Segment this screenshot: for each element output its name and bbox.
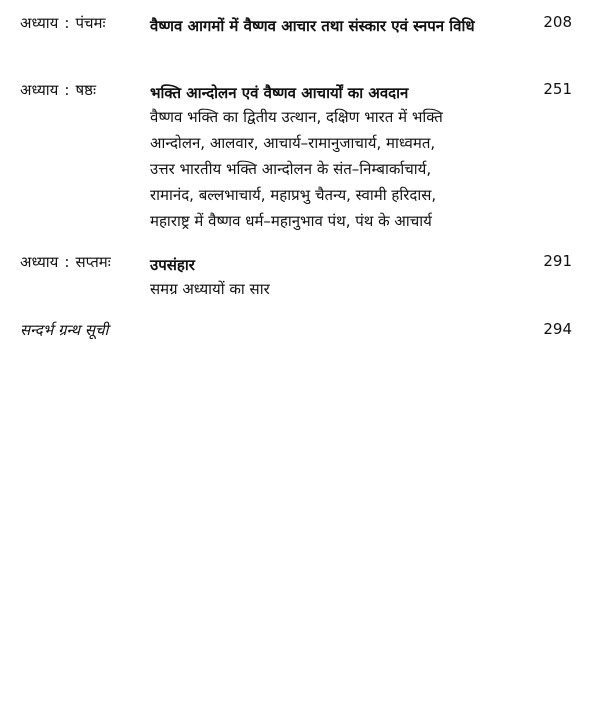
chapter-word: अध्याय <box>20 81 59 99</box>
toc-entry-chapter-5 <box>20 13 572 67</box>
chapter-separator: : <box>64 253 70 271</box>
chapter-label <box>20 80 96 100</box>
chapter-number: सप्तमः <box>75 253 111 271</box>
chapter-word: अध्याय <box>20 14 59 32</box>
chapter-separator: : <box>64 14 70 32</box>
chapter-title: वैष्णव आगमों में वैष्णव आचार तथा संस्कार एवं स्नपन विधि <box>150 17 475 35</box>
description-line: महाराष्ट्र में वैष्णव धर्म–महानुभाव पंथ, पंथ के आचार्य <box>150 212 432 230</box>
toc-entry-chapter-6 <box>20 80 572 240</box>
toc-entry-bibliography <box>20 320 572 346</box>
description-line: रामानंद, बल्लभाचार्य, महाप्रभु चैतन्य, स्वामी हरिदास, <box>150 186 437 204</box>
chapter-description <box>150 104 528 234</box>
chapter-number: षष्ठः <box>75 81 96 99</box>
chapter-word: अध्याय <box>20 253 59 271</box>
chapter-description <box>150 276 528 302</box>
page-number: 294 <box>543 320 572 338</box>
chapter-title: उपसंहार <box>150 256 195 274</box>
description-line: उत्तर भारतीय भक्ति आन्दोलन के संत–निम्बार्काचार्य, <box>150 160 432 178</box>
chapter-separator: : <box>64 81 70 99</box>
chapter-label <box>20 252 111 272</box>
bibliography-label: सन्दर्भ ग्रन्थ सूची <box>20 321 109 339</box>
description-line: वैष्णव भक्ति का द्वितीय उत्थान, दक्षिण भारत में भक्ति <box>150 108 443 126</box>
page-number: 251 <box>543 80 572 98</box>
page-number: 291 <box>543 252 572 270</box>
page-number: 208 <box>543 13 572 31</box>
chapter-title: भक्ति आन्दोलन एवं वैष्णव आचार्यों का अवदान <box>150 84 409 102</box>
toc-entry-chapter-7 <box>20 252 572 306</box>
chapter-number: पंचमः <box>75 14 106 32</box>
description-line: समग्र अध्यायों का सार <box>150 280 270 298</box>
chapter-label <box>20 13 106 33</box>
description-line: आन्दोलन, आलवार, आचार्य–रामानुजाचार्य, माध्वमत, <box>150 134 436 152</box>
